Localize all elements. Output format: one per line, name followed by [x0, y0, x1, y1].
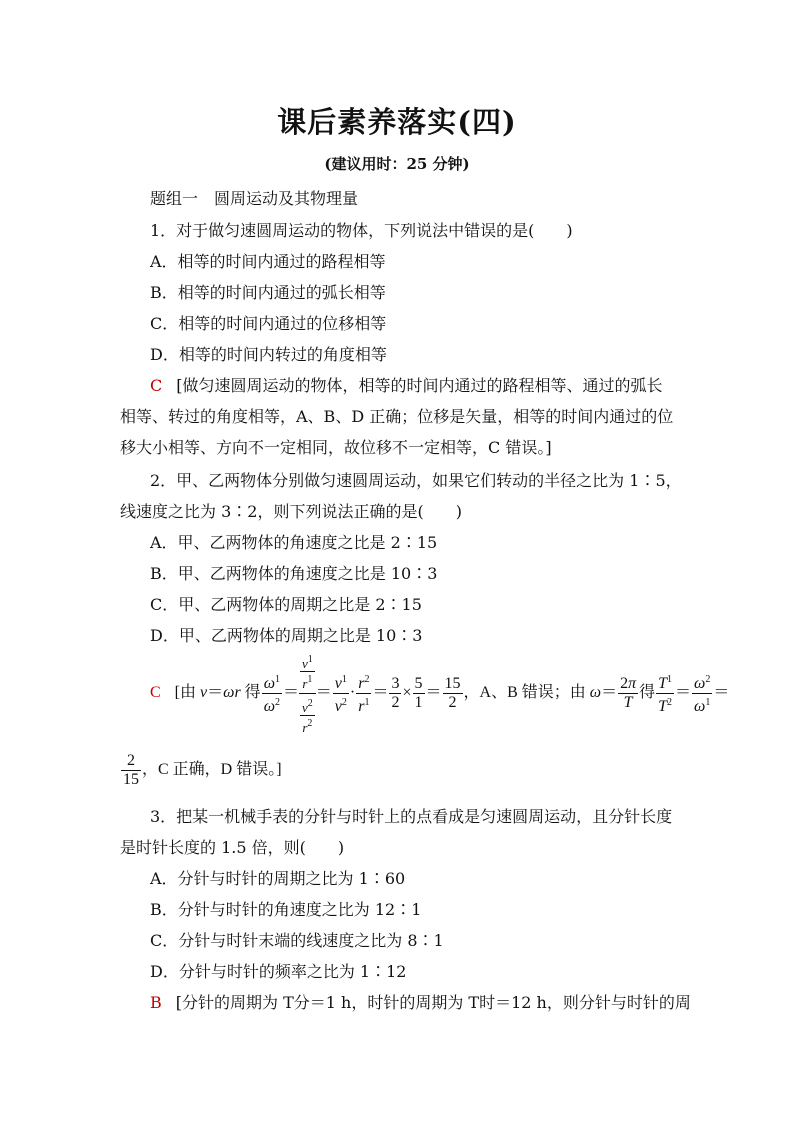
q3-explain-text: [分针的周期为 T分＝1 h，时针的周期为 T时＝12 h，则分针与时针的周 — [175, 993, 691, 1012]
q3-option-d: D．分针与时针的频率之比为 1∶12 — [150, 962, 407, 981]
q2-answer: C — [150, 684, 161, 702]
q3-explanation — [150, 990, 691, 1013]
page-title: 课后素养落实(四) — [277, 105, 517, 139]
q1-answer: C — [150, 376, 163, 395]
q3-option-b: B．分针与时针的角速度之比为 12∶1 — [150, 900, 422, 919]
q3-answer: B — [150, 993, 162, 1012]
q3-option-c: C．分针与时针末端的线速度之比为 8∶1 — [150, 931, 444, 950]
q2-option-b: B．甲、乙两物体的角速度之比是 10∶3 — [150, 564, 438, 583]
q1-option-b: B．相等的时间内通过的弧长相等 — [150, 283, 386, 302]
group-heading: 题组一 圆周运动及其物理量 — [150, 189, 359, 208]
q2-explanation-formula: C [由 v＝ωr 得 $\frac{\omega^1}{\omega^2}$ ＝ $\frac{\frac{v^1}{r^1}}{\frac{v^2}{r^2}}$ ＝ $\frac{v^1}{v^2}$ · $\frac{r^2}{r^1}$ ＝ $\frac{3}{2}$ × $\frac{5}{1}$ ＝ $\frac{15}{2}$ ，A、B 错误；由 ω＝ $\frac{2\pi}{T}$ 得 $\frac{T^1}{T^2}$ ＝ $\frac{\omega^2}{\omega^1}$ ＝ — [150, 654, 730, 735]
q2-stem-line2: 线速度之比为 3∶2，则下列说法正确的是( ) — [120, 502, 462, 521]
q3-option-a: A．分针与时针的周期之比为 1∶60 — [150, 869, 406, 888]
q1-option-a: A．相等的时间内通过的路程相等 — [150, 252, 386, 271]
q1-explanation-line1 — [150, 373, 663, 396]
q1-explanation-line3: 移大小相等、方向不一定相同，故位移不一定相等，C 错误。] — [120, 438, 552, 457]
q3-stem-line2: 是时针长度的 1.5 倍，则( ) — [120, 838, 345, 857]
q1-option-c: C．相等的时间内通过的位移相等 — [150, 314, 387, 333]
q2-option-a: A．甲、乙两物体的角速度之比是 2∶15 — [150, 533, 438, 552]
q3-stem-line1: 3．把某一机械手表的分针与时针上的点看成是匀速圆周运动，且分针长度 — [150, 807, 673, 826]
q1-option-d: D．相等的时间内转过的角度相等 — [150, 345, 387, 364]
q2-explain-text: ，C 正确，D 错误。] — [142, 761, 282, 779]
q2-option-d: D．甲、乙两物体的周期之比是 10∶3 — [150, 626, 423, 645]
page-subtitle: (建议用时：25 分钟) — [324, 155, 470, 173]
q2-stem-line1: 2．甲、乙两物体分别做匀速圆周运动，如果它们转动的半径之比为 1∶5， — [150, 471, 682, 490]
q1-stem: 1．对于做匀速圆周运动的物体，下列说法中错误的是( ) — [150, 221, 573, 240]
q2-explanation-tail: $\frac{2}{15}$ ，C 正确，D 错误。] — [123, 752, 282, 788]
q1-explain-text: [做匀速圆周运动的物体，相等的时间内通过的路程相等、通过的弧长 — [176, 376, 663, 395]
q1-explanation-line2: 相等、转过的角度相等，A、B、D 正确；位移是矢量，相等的时间内通过的位 — [120, 407, 674, 426]
q2-option-c: C．甲、乙两物体的周期之比是 2∶15 — [150, 595, 422, 614]
